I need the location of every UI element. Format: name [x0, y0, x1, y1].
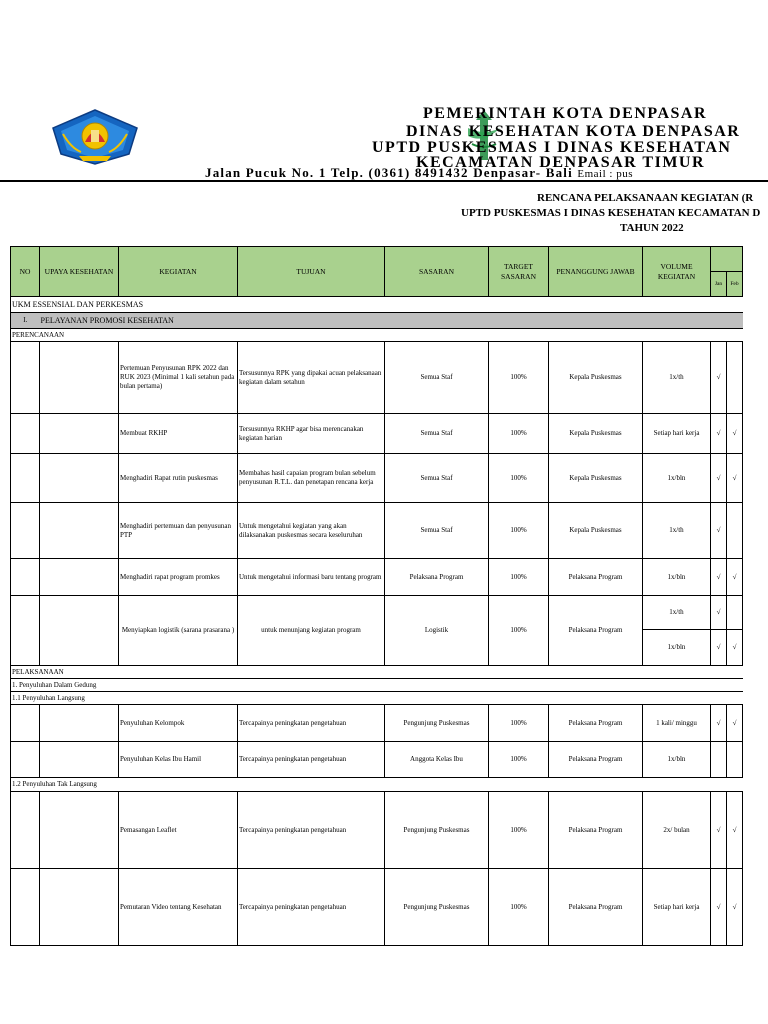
cell-sasaran: Pengunjung Puskesmas	[385, 792, 489, 869]
letterhead-line-1: PEMERINTAH KOTA DENPASAR	[423, 105, 708, 122]
tick-feb: √	[727, 414, 743, 454]
doc-title-line-3: TAHUN 2022	[620, 222, 684, 234]
cell-sasaran: Pengunjung Puskesmas	[385, 869, 489, 946]
cell-sasaran: Logistik	[385, 596, 489, 666]
cell-volume: Setiap hari kerja	[643, 414, 711, 454]
header-target: TARGET SASARAN	[489, 247, 549, 297]
table-header-row	[11, 247, 743, 272]
group-label: 1.2 Penyuluhan Tak Langsung	[11, 778, 743, 792]
cell-tujuan: Tercapainya peningkatan pengetahuan	[238, 869, 385, 946]
cell-volume: 1x/th	[643, 596, 711, 630]
cell-kegiatan: Menghadiri Rapat rutin puskesmas	[119, 454, 238, 503]
cell-target: 100%	[489, 454, 549, 503]
cell-kegiatan: Menyiapkan logistik (sarana prasarana )	[119, 596, 238, 666]
cell-pj: Pelaksana Program	[549, 559, 643, 596]
header-volume: VOLUME KEGIATAN	[643, 247, 711, 297]
tick-feb: √	[727, 792, 743, 869]
table-row	[11, 792, 743, 869]
cell-volume: 2x/ bulan	[643, 792, 711, 869]
group-label: 1. Penyuluhan Dalam Gedung	[11, 679, 743, 692]
subsection-label: PELAYANAN PROMOSI KESEHATAN	[40, 313, 743, 329]
cell-kegiatan: Penyuluhan Kelas Ibu Hamil	[119, 742, 238, 778]
cell-kegiatan: Membuat RKHP	[119, 414, 238, 454]
cell-pj: Pelaksana Program	[549, 705, 643, 742]
cell-tujuan: Tercapainya peningkatan pengetahuan	[238, 742, 385, 778]
letterhead-line-4: KECAMATAN DENPASAR TIMUR	[416, 154, 706, 171]
group-row	[11, 778, 743, 792]
section-row	[11, 297, 743, 313]
tick-jan: √	[711, 342, 727, 414]
cell-sasaran: Semua Staf	[385, 503, 489, 559]
cell-volume: 1x/th	[643, 503, 711, 559]
cell-target: 100%	[489, 705, 549, 742]
cell-pj: Pelaksana Program	[549, 596, 643, 666]
subsection-no: I.	[11, 313, 40, 329]
cell-sasaran: Semua Staf	[385, 454, 489, 503]
cell-tujuan: Tersusunnya RPK yang dipakai acuan pelaksanaan kegiatan dalam setahun	[238, 342, 385, 414]
cell-kegiatan: Menghadiri rapat program promkes	[119, 559, 238, 596]
cell-target: 100%	[489, 596, 549, 666]
cell-tujuan: Tersusunnya RKHP agar bisa merencanakan kegiatan harian	[238, 414, 385, 454]
doc-title-line-1: RENCANA PELAKSANAAN KEGIATAN (R	[537, 192, 754, 204]
phase-row-pelaksanaan	[11, 666, 743, 679]
cell-pj: Kepala Puskesmas	[549, 454, 643, 503]
header-feb: Feb	[727, 272, 743, 297]
cell-pj: Kepala Puskesmas	[549, 414, 643, 454]
tick-jan: √	[711, 414, 727, 454]
table-row	[11, 454, 743, 503]
subsection-row	[11, 313, 743, 329]
header-upaya: UPAYA KESEHATAN	[40, 247, 119, 297]
table-row	[11, 705, 743, 742]
cell-sasaran: Pelaksana Program	[385, 559, 489, 596]
cell-sasaran: Semua Staf	[385, 414, 489, 454]
cell-sasaran: Pengunjung Puskesmas	[385, 705, 489, 742]
cell-tujuan: Tercapainya peningkatan pengetahuan	[238, 705, 385, 742]
tick-jan: √	[711, 503, 727, 559]
header-tujuan: TUJUAN	[238, 247, 385, 297]
cell-volume: Setiap hari kerja	[643, 869, 711, 946]
phase-label: PELAKSANAAN	[11, 666, 743, 679]
cell-pj: Pelaksana Program	[549, 792, 643, 869]
tick-feb: √	[727, 559, 743, 596]
header-jan: Jan	[711, 272, 727, 297]
cell-target: 100%	[489, 792, 549, 869]
cell-tujuan: Untuk mengetahui informasi baru tentang program	[238, 559, 385, 596]
cell-volume: 1x/bln	[643, 559, 711, 596]
tick-jan: √	[711, 630, 727, 666]
letterhead-line-2: DINAS KESEHATAN KOTA DENPASAR	[406, 123, 741, 140]
tick-jan: √	[711, 705, 727, 742]
cell-volume: 1x/bln	[643, 742, 711, 778]
phase-label: PERENCANAAN	[11, 329, 743, 342]
cell-kegiatan: Pemutaran Video tentang Kesehatan	[119, 869, 238, 946]
table-row	[11, 414, 743, 454]
header-pj: PENANGGUNG JAWAB	[549, 247, 643, 297]
email-text: Email : pus	[577, 168, 633, 180]
table-row	[11, 869, 743, 946]
group-row	[11, 692, 743, 705]
cell-tujuan: Tercapainya peningkatan pengetahuan	[238, 792, 385, 869]
cell-target: 100%	[489, 342, 549, 414]
table-row	[11, 342, 743, 414]
cell-target: 100%	[489, 742, 549, 778]
tick-jan: √	[711, 792, 727, 869]
cell-volume: 1x/bln	[643, 454, 711, 503]
tick-feb: √	[727, 454, 743, 503]
cell-tujuan: Membahas hasil capaian program bulan sebelum penyusunan R.T.L. dan penetapan rencana kerja	[238, 454, 385, 503]
cell-pj: Kepala Puskesmas	[549, 342, 643, 414]
letterhead-line-3: UPTD PUSKESMAS I DINAS KESEHATAN	[372, 139, 732, 156]
cell-sasaran: Semua Staf	[385, 342, 489, 414]
letterhead-divider	[0, 180, 768, 182]
cell-pj: Pelaksana Program	[549, 869, 643, 946]
cell-volume: 1 kali/ minggu	[643, 705, 711, 742]
cell-kegiatan: Menghadiri pertemuan dan penyusunan PTP	[119, 503, 238, 559]
cell-volume: 1x/bln	[643, 630, 711, 666]
tick-jan: √	[711, 869, 727, 946]
cell-kegiatan: Pemasangan Leaflet	[119, 792, 238, 869]
cell-target: 100%	[489, 503, 549, 559]
header-sasaran: SASARAN	[385, 247, 489, 297]
tick-jan: √	[711, 596, 727, 630]
city-emblem-icon	[51, 108, 139, 166]
cell-pj: Kepala Puskesmas	[549, 503, 643, 559]
header-kegiatan: KEGIATAN	[119, 247, 238, 297]
cell-target: 100%	[489, 559, 549, 596]
cell-target: 100%	[489, 414, 549, 454]
tick-jan: √	[711, 559, 727, 596]
cell-tujuan: untuk menunjang kegiatan program	[238, 596, 385, 666]
cell-kegiatan: Penyuluhan Kelompok	[119, 705, 238, 742]
tick-feb: √	[727, 869, 743, 946]
table-row	[11, 559, 743, 596]
cell-sasaran: Anggota Kelas Ibu	[385, 742, 489, 778]
section-label: UKM ESSENSIAL DAN PERKESMAS	[11, 297, 743, 313]
doc-title-line-2: UPTD PUSKESMAS I DINAS KESEHATAN KECAMATAN D	[461, 207, 761, 219]
group-row	[11, 679, 743, 692]
cell-target: 100%	[489, 869, 549, 946]
letterhead-address	[205, 165, 633, 181]
table-row	[11, 596, 743, 630]
cell-volume: 1x/th	[643, 342, 711, 414]
table-row	[11, 742, 743, 778]
header-no: NO	[11, 247, 40, 297]
table-row	[11, 503, 743, 559]
cell-kegiatan: Pertemuan Penyusunan RPK 2022 dan RUK 2023 (Minimal 1 kali setahun pada bulan pertama)	[119, 342, 238, 414]
tick-jan: √	[711, 454, 727, 503]
tick-feb: √	[727, 630, 743, 666]
cell-pj: Pelaksana Program	[549, 742, 643, 778]
activity-table	[10, 246, 743, 946]
phase-row-perencanaan	[11, 329, 743, 342]
group-label: 1.1 Penyuluhan Langsung	[11, 692, 743, 705]
address-text: Jalan Pucuk No. 1 Telp. (0361) 8491432 Denpasar- Bali	[205, 165, 573, 180]
header-months-group	[711, 247, 743, 272]
tick-feb: √	[727, 705, 743, 742]
cell-tujuan: Untuk mengetahui kegiatan yang akan dilaksanakan puskesmas secara keseluruhan	[238, 503, 385, 559]
